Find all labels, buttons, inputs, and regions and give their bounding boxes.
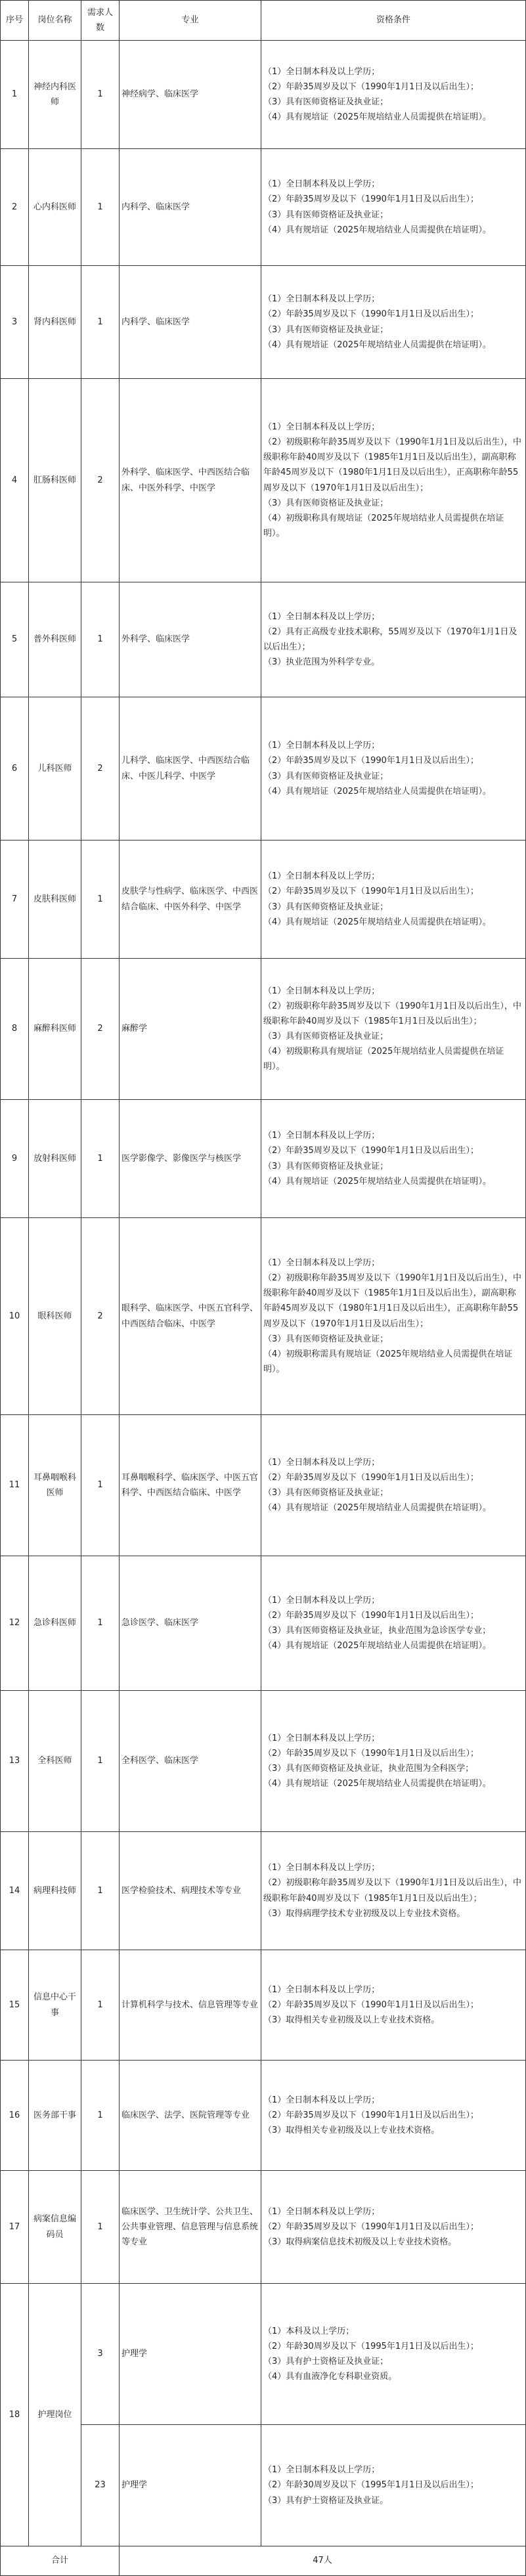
table-row [1,1950,526,2061]
major-cell: 医学影像学、影像医学与核医学 [120,1100,261,1218]
requirement-line: （1）本科及以上学历； [263,2326,355,2336]
seq-cell: 12 [1,1556,29,1691]
major-cell: 皮肤学与性病学、临床医学、中西医结合临床、中医外科学、中医学 [120,840,261,959]
requirement-line: （2）年龄35周岁及以下（1990年1月1日及以后出生）； [263,1610,479,1621]
requirement-line: （4）初级职称需具有规培证（2025年规培结业人员需提供在培证明）。 [263,1349,513,1374]
requirement-line: （3）具有医师资格证及执业证； [263,1334,389,1344]
requirement-line: （4）具有规培证（2025年规培结业人员需提供在培证明）。 [263,1176,491,1187]
requirements-cell [261,2425,526,2546]
major-cell: 耳鼻咽喉科学、临床医学、中医五官科学、中西医结合临床、中医学 [120,1415,261,1556]
requirements-cell [261,959,526,1100]
seq-cell: 7 [1,840,29,959]
position-cell: 护理岗位 [29,2284,81,2546]
requirement-line: （2）初级职称年龄35周岁及以下（1990年1月1日及以后出生），中级职称年龄40周岁及以下（1985年1月1日及以后出生）； [263,1001,521,1026]
position-cell: 麻醉科医师 [29,959,81,1100]
seq-cell: 5 [1,582,29,697]
requirement-line: （2）年龄35周岁及以下（1990年1月1日及以后出生）； [263,756,479,766]
requirement-line: （2）初级职称年龄35周岁及以下（1990年1月1日及以后出生），中级职称年龄40周岁及以下（1985年1月1日及以后出生），副高职称年龄45周岁及以下（1980年1月1日及以后出生），正高职称年龄55周岁及以下（1970年1月1日及以后出生）； [263,437,521,493]
major-cell: 护理学 [120,2425,261,2546]
table-row [1,1218,526,1415]
position-cell: 病理科技师 [29,1832,81,1950]
requirement-line: （2）年龄35周岁及以下（1990年1月1日及以后出生）； [263,2221,479,2232]
requirement-line: （3）具有护士资格证及执业证； [263,2357,389,2367]
requirement-line: （4）具有规培证（2025年规培结业人员需提供在培证明）。 [263,1503,491,1514]
position-cell: 肛肠科医师 [29,379,81,582]
requirement-line: （1）全日制本科及以上学历； [263,1258,380,1268]
major-cell: 外科学、临床医学、中西医结合临床、中医外科学、中医学 [120,379,261,582]
requirements-cell [261,1415,526,1556]
position-cell: 病案信息编码员 [29,2171,81,2284]
requirement-line: （1）全日制本科及以上学历； [263,1863,380,1873]
seq-cell: 3 [1,266,29,379]
header-requirements: 资格条件 [261,1,526,41]
major-cell: 外科学、临床医学 [120,582,261,697]
requirement-line: （1）全日制本科及以上学历； [263,611,380,622]
requirement-line: （4）具有规培证（2025年规培结业人员需提供在培证明）。 [263,917,491,927]
requirement-line: （1）全日制本科及以上学历； [263,2465,380,2476]
requirement-line: （1）全日制本科及以上学历； [263,179,380,190]
table-row [1,266,526,379]
count-cell: 1 [81,1691,120,1832]
requirement-line: （1）全日制本科及以上学历； [263,422,380,432]
requirement-line: （3）具有医师资格证及执业证； [263,209,389,220]
requirement-line: （1）全日制本科及以上学历； [263,1733,380,1743]
seq-cell: 16 [1,2061,29,2171]
requirement-line: （3）具有医师资格证及执业证； [263,1161,389,1171]
position-cell: 放射科医师 [29,1100,81,1218]
requirement-line: （3）具有医师资格证及执业证； [263,902,389,912]
requirement-line: （2）年龄35周岁及以下（1990年1月1日及以后出生）； [263,194,479,205]
requirements-cell [261,1218,526,1415]
major-cell: 麻醉学 [120,959,261,1100]
requirement-line: （3）具有医师资格证及执业证； [263,1488,389,1498]
position-cell: 儿科医师 [29,697,81,840]
requirement-line: （1）全日制本科及以上学历； [263,741,380,751]
count-cell: 1 [81,1415,120,1556]
count-cell: 3 [81,2284,120,2425]
requirement-line: （2）年龄35周岁及以下（1990年1月1日及以后出生）； [263,1472,479,1483]
count-cell: 1 [81,2171,120,2284]
requirement-line: （2）初级职称年龄35周岁及以下（1990年1月1日及以后出生），中级职称年龄40周岁及以下（1985年1月1日及以后出生），副高职称年龄45周岁及以下（1980年1月1日及以后出生），正高职称年龄55周岁及以下（1970年1月1日及以后出生）； [263,1273,521,1329]
requirements-cell [261,1950,526,2061]
requirements-cell [261,379,526,582]
position-cell: 急诊科医师 [29,1556,81,1691]
seq-cell: 13 [1,1691,29,1832]
table-body [1,41,526,2576]
table-row [1,1415,526,1556]
requirement-line: （1）全日制本科及以上学历； [263,871,380,882]
count-cell: 1 [81,266,120,379]
requirement-line: （3）具有医师资格证及执业证，执业范围为全科医学； [263,1764,474,1774]
requirement-line: （4）具有规培证（2025年规培结业人员需提供在培证明）。 [263,1641,491,1651]
requirements-cell [261,2171,526,2284]
header-seq: 序号 [1,1,29,41]
table-row [1,1691,526,1832]
seq-cell: 2 [1,149,29,266]
major-cell: 临床医学、法学、医院管理等专业 [120,2061,261,2171]
count-cell: 1 [81,41,120,149]
requirement-line: （4）具有规培证（2025年规培结业人员需提供在培证明）。 [263,112,491,123]
requirement-line: （4）具有规培证（2025年规培结业人员需提供在培证明）。 [263,786,491,797]
requirement-line: （2）具有正高级专业技术职称，55周岁及以下（1970年1月1日及以后出生）； [263,626,517,652]
requirement-line: （4）初级职称具有规培证（2025年规培结业人员需提供在培证明）。 [263,1047,504,1072]
requirement-line: （3）取得相关专业初级及以上专业技术资格。 [263,2015,440,2026]
table-row [1,1100,526,1218]
count-cell: 1 [81,1832,120,1950]
count-cell: 2 [81,1218,120,1415]
requirements-cell [261,697,526,840]
requirement-line: （1）全日制本科及以上学历； [263,986,380,996]
requirement-line: （2）年龄35周岁及以下（1990年1月1日及以后出生）； [263,1999,479,2010]
requirement-line: （3）具有医师资格证及执业证； [263,97,389,107]
requirement-line: （3）执业范围为外科学专业。 [263,657,380,668]
requirements-cell [261,840,526,959]
major-cell: 急诊医学、临床医学 [120,1556,261,1691]
table-row [1,1556,526,1691]
major-cell: 医学检验技术、病理技术等专业 [120,1832,261,1950]
position-cell: 信息中心干事 [29,1950,81,2061]
requirement-line: （2）年龄30周岁及以下（1995年1月1日及以后出生）； [263,2341,479,2351]
total-row [1,2546,526,2576]
requirement-line: （3）具有医师资格证及执业证； [263,771,389,781]
count-cell: 1 [81,582,120,697]
position-cell: 眼科医师 [29,1218,81,1415]
major-cell: 内科学、临床医学 [120,266,261,379]
table-row [1,41,526,149]
requirement-line: （3）具有医师资格证及执业证； [263,498,389,508]
requirements-cell [261,1100,526,1218]
count-cell: 1 [81,1556,120,1691]
count-cell: 2 [81,379,120,582]
requirement-line: （3）具有医师资格证及执业证，执业范围为急诊医学专业； [263,1626,491,1636]
major-cell: 神经病学、临床医学 [120,41,261,149]
requirement-line: （1）全日制本科及以上学历； [263,66,380,77]
table-row [1,959,526,1100]
major-cell: 儿科学、临床医学、中西医结合临床、中医儿科学、中医学 [120,697,261,840]
position-cell: 耳鼻咽喉科医师 [29,1415,81,1556]
position-cell: 肾内科医师 [29,266,81,379]
header-count: 需求人数 [81,1,120,41]
requirement-line: （1）全日制本科及以上学历； [263,294,380,305]
count-cell: 1 [81,1950,120,2061]
table-row [1,697,526,840]
requirement-line: （3）取得病案信息技术初级及以上专业技术资格。 [263,2237,457,2248]
major-cell: 眼科学、临床医学、中医五官科学、中西医结合临床、中医学 [120,1218,261,1415]
requirement-line: （2）年龄35周岁及以下（1990年1月1日及以后出生）； [263,1748,479,1758]
table-row [1,1832,526,1950]
requirements-cell [261,1691,526,1832]
position-cell: 全科医师 [29,1691,81,1832]
requirements-cell [261,149,526,266]
seq-cell: 6 [1,697,29,840]
requirement-line: （4）具有规培证（2025年规培结业人员需提供在培证明）。 [263,1779,491,1789]
requirement-line: （2）年龄35周岁及以下（1990年1月1日及以后出生）； [263,81,479,92]
requirement-line: （1）全日制本科及以上学历； [263,2206,380,2217]
count-cell: 1 [81,2061,120,2171]
requirement-line: （2）年龄35周岁及以下（1990年1月1日及以后出生）； [263,886,479,897]
position-cell: 皮肤科医师 [29,840,81,959]
count-cell: 1 [81,1100,120,1218]
requirements-cell [261,1556,526,1691]
position-cell: 神经内科医师 [29,41,81,149]
major-cell: 计算机科学与技术、信息管理等专业 [120,1950,261,2061]
seq-cell: 15 [1,1950,29,2061]
count-cell: 1 [81,149,120,266]
requirements-cell [261,582,526,697]
header-position: 岗位名称 [29,1,81,41]
seq-cell: 18 [1,2284,29,2546]
table-header-row [1,1,526,41]
table-row [1,379,526,582]
table-row [1,2171,526,2284]
position-cell: 医务部干事 [29,2061,81,2171]
requirement-line: （1）全日制本科及以上学历； [263,1984,380,1995]
seq-cell: 8 [1,959,29,1100]
total-label: 合计 [1,2546,120,2576]
position-cell: 心内科医师 [29,149,81,266]
position-cell: 普外科医师 [29,582,81,697]
seq-cell: 4 [1,379,29,582]
requirements-cell [261,1832,526,1950]
seq-cell: 10 [1,1218,29,1415]
requirement-line: （2）年龄35周岁及以下（1990年1月1日及以后出生）； [263,2110,479,2120]
seq-cell: 14 [1,1832,29,1950]
seq-cell: 9 [1,1100,29,1218]
count-cell: 2 [81,959,120,1100]
count-cell: 1 [81,840,120,959]
header-major: 专业 [120,1,261,41]
major-cell: 护理学 [120,2284,261,2425]
requirements-cell [261,2284,526,2425]
count-cell: 2 [81,697,120,840]
requirement-line: （3）取得相关专业初级及以上专业技术资格。 [263,2126,440,2136]
requirements-cell [261,2061,526,2171]
requirement-line: （3）取得病理学技术专业初级及以上专业技术资格。 [263,1908,466,1919]
table-row [1,582,526,697]
requirement-line: （1）全日制本科及以上学历； [263,1595,380,1605]
requirement-line: （4）具有规培证（2025年规培结业人员需提供在培证明）。 [263,225,491,235]
table-row [1,2061,526,2171]
requirement-line: （2）年龄35周岁及以下（1990年1月1日及以后出生）； [263,1146,479,1156]
requirement-line: （4）具有血液净化专科职业资质。 [263,2372,397,2382]
requirement-line: （3）具有护士资格证及执业证。 [263,2495,389,2506]
count-cell: 23 [81,2425,120,2546]
major-cell: 内科学、临床医学 [120,149,261,266]
requirement-line: （2）初级职称年龄35周岁及以下（1990年1月1日及以后出生），中级职称年龄40周岁及以下（1985年1月1日及以后出生）； [263,1878,521,1904]
major-cell: 临床医学、卫生统计学、公共卫生、公共事业管理、信息管理与信息系统等专业 [120,2171,261,2284]
requirement-line: （1）全日制本科及以上学历； [263,2095,380,2105]
table-row [1,840,526,959]
table-row [1,2284,526,2425]
requirement-line: （4）初级职称具有规培证（2025年规培结业人员需提供在培证明）。 [263,513,504,538]
major-cell: 全科医学、临床医学 [120,1691,261,1832]
requirement-line: （3）具有医师资格证及执业证； [263,1032,389,1041]
requirement-line: （2）年龄35周岁及以下（1990年1月1日及以后出生）； [263,309,479,320]
requirements-cell [261,41,526,149]
seq-cell: 17 [1,2171,29,2284]
table-row [1,149,526,266]
seq-cell: 11 [1,1415,29,1556]
requirement-line: （1）全日制本科及以上学历； [263,1457,380,1468]
requirements-cell [261,266,526,379]
total-value: 47人 [120,2546,526,2576]
seq-cell: 1 [1,41,29,149]
requirement-line: （3）具有医师资格证及执业证； [263,324,389,335]
requirement-line: （4）具有规培证（2025年规培结业人员需提供在培证明）。 [263,339,491,350]
requirement-line: （1）全日制本科及以上学历； [263,1131,380,1141]
requirement-line: （2）年龄30周岁及以下（1995年1月1日及以后出生）； [263,2480,479,2491]
